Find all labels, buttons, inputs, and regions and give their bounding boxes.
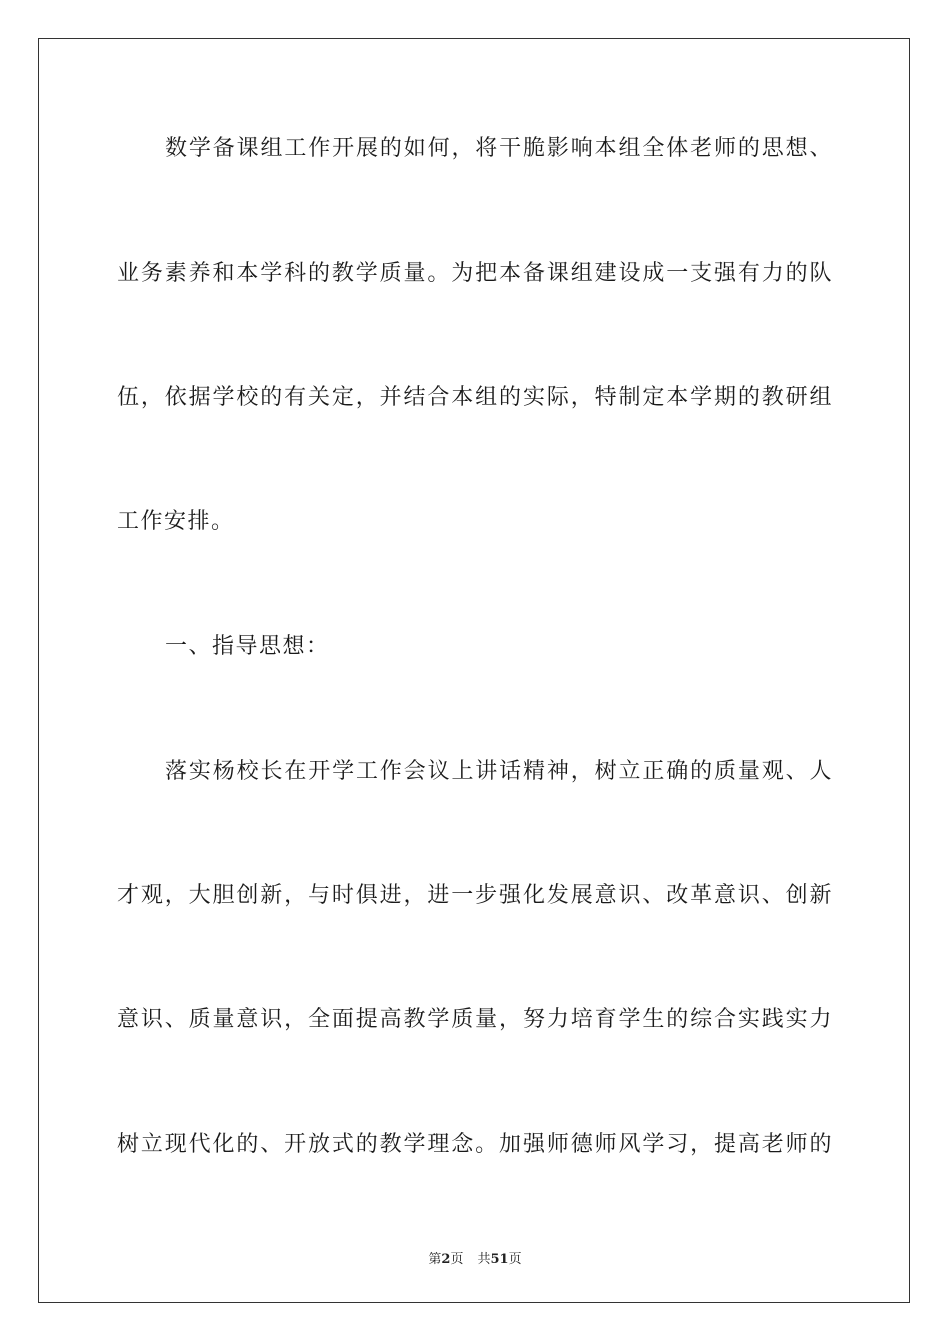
- paragraph-line: 意识、质量意识，全面提高教学质量，努力培育学生的综合实践实力: [117, 1007, 833, 1032]
- section-heading: 一、指导思想：: [165, 634, 330, 659]
- page-border: [38, 38, 910, 1303]
- page-suffix: 页: [450, 1252, 464, 1267]
- paragraph-line: 落实杨校长在开学工作会议上讲话精神，树立正确的质量观、人: [165, 759, 833, 784]
- paragraph-line: 工作安排。: [117, 509, 235, 534]
- total-suffix: 页: [508, 1252, 522, 1267]
- total-pages: 51: [490, 1252, 509, 1267]
- paragraph-line: 业务素养和本学科的教学质量。为把本备课组建设成一支强有力的队: [117, 261, 833, 286]
- paragraph-line: 数学备课组工作开展的如何，将干脆影响本组全体老师的思想、: [165, 136, 833, 161]
- page-prefix: 第: [428, 1252, 442, 1267]
- paragraph-line: 才观，大胆创新，与时俱进，进一步强化发展意识、改革意识、创新: [117, 883, 833, 908]
- paragraph-line: 树立现代化的、开放式的教学理念。加强师德师风学习，提高老师的: [117, 1132, 833, 1157]
- paragraph-line: 伍，依据学校的有关定，并结合本组的实际，特制定本学期的教研组: [117, 385, 833, 410]
- page-footer: [0, 1248, 950, 1267]
- page-number: 2: [441, 1252, 451, 1267]
- total-prefix: 共: [477, 1252, 491, 1267]
